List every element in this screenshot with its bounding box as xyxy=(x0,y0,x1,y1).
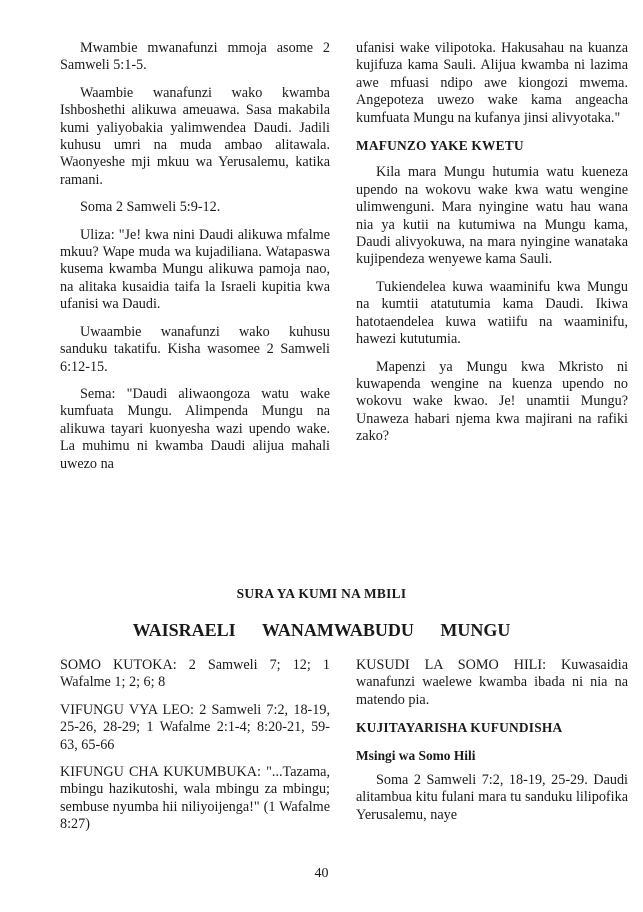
paragraph: Kila mara Mungu hutumia watu kueneza upendo na wokovu wake kwa watu wengine ulimwenguni. Mara nyingine watu hau wana nia ya kutii na kutumiwa na Mungu kama, Daudi alivyokuwa, na mara nyingine wanataka kujipendeza wenyewe kama Sauli. xyxy=(356,164,628,268)
paragraph-continuation: ufanisi wake vilipotoka. Hakusahau na kuanza kujifuza kama Sauli. Alijua kwamba ni lazima awe mfuasi ndipo awe kiongozi mwema. Angepoteza uwezo wake kama angeacha kumfuata Mungu na kufanya jinsi alivyotaka." xyxy=(356,40,628,126)
paragraph: Sema: "Daudi aliwaongoza watu wake kumfuata Mungu. Alimpenda Mungu na alikuwa tayari kuonyesha wazi upendo wake. La muhimu ni kwamba Daudi alijua mahali uwezo na xyxy=(60,385,330,472)
chapter-title: WAISRAELI WANAMWABUDU MUNGU xyxy=(132,620,511,640)
lesson-source: SOMO KUTOKA: 2 Samweli 7; 12; 1 Wafalme 1; 2; 6; 8 xyxy=(60,657,330,691)
section-heading: KUJITAYARISHA KUFUNDISHA xyxy=(356,720,563,736)
paragraph: Uwaambie wanafunzi wako kuhusu sanduku takatifu. Kisha wasomee 2 Samweli 6:12-15. xyxy=(60,323,330,375)
paragraph: Waambie wanafunzi wako kwamba Ishboshethi alikuwa ameuawa. Sasa makabila kumi yaliyobakia yalimwendea Daudi. Jadili kuhusu umri na muda ambao alitawala. Waonyeshe mji mkuu wa Yerusalemu, katika ramani. xyxy=(60,84,330,188)
chapter-label: SURA YA KUMI NA MBILI xyxy=(236,586,407,601)
paragraph: Mapenzi ya Mungu kwa Mkristo ni kuwapenda wengine na kuenza upendo no wokovu wake kwao. Je! unamtii Mungu? Unaweza habari njema kwa majirani na rafiki zako? xyxy=(356,358,628,445)
todays-verses: VIFUNGU VYA LEO: 2 Samweli 7:2, 18-19, 25-26, 28-29; 1 Wafalme 2:1-4; 8:20-21, 59-63, 65-66 xyxy=(60,701,330,753)
top-right-column xyxy=(356,40,628,456)
paragraph: Mwambie mwanafunzi mmoja asome 2 Samweli 5:1-5. xyxy=(60,40,330,74)
paragraph: Tukiendelea kuwa waaminifu kwa Mungu na kumtii atatutumia kama Daudi. Ikiwa hatotaendelea kuwa watiifu na waaminifu, hawezi kututumia. xyxy=(356,278,628,348)
subheading: Msingi wa Somo Hili xyxy=(356,747,476,763)
paragraph: Soma 2 Samweli 5:9-12. xyxy=(80,199,221,216)
paragraph: Uliza: "Je! kwa nini Daudi alikuwa mfalme mkuu? Wape muda wa kujadiliana. Watapaswa kusema kwamba Mungu alikuwa pamoja nao, na alitaka kusaidia taifa la Israeli kupitia kwa ufanisi wa Daudi. xyxy=(60,226,330,313)
section-heading: MAFUNZO YAKE KWETU xyxy=(356,138,524,154)
memory-verse: KIFUNGU CHA KUKUMBUKA: "...Tazama, mbingu hazikutoshi, wala mbingu za mbingu; sembuse nyumba hii niliyoijenga!" (1 Wafalme 8:27) xyxy=(60,764,330,833)
bottom-left-column xyxy=(60,657,330,844)
bottom-right-column xyxy=(356,657,628,834)
lesson-aim: KUSUDI LA SOMO HILI: Kuwasaidia wanafunzi waelewe kwamba ibada ni nia na matendo pia. xyxy=(356,657,628,708)
page-number: 40 xyxy=(314,866,329,881)
paragraph: Soma 2 Samweli 7:2, 18-19, 25-29. Daudi alitambua kitu fulani mara tu sanduku lilipofika Yerusalemu, naye xyxy=(356,772,628,823)
top-left-column xyxy=(60,40,330,483)
